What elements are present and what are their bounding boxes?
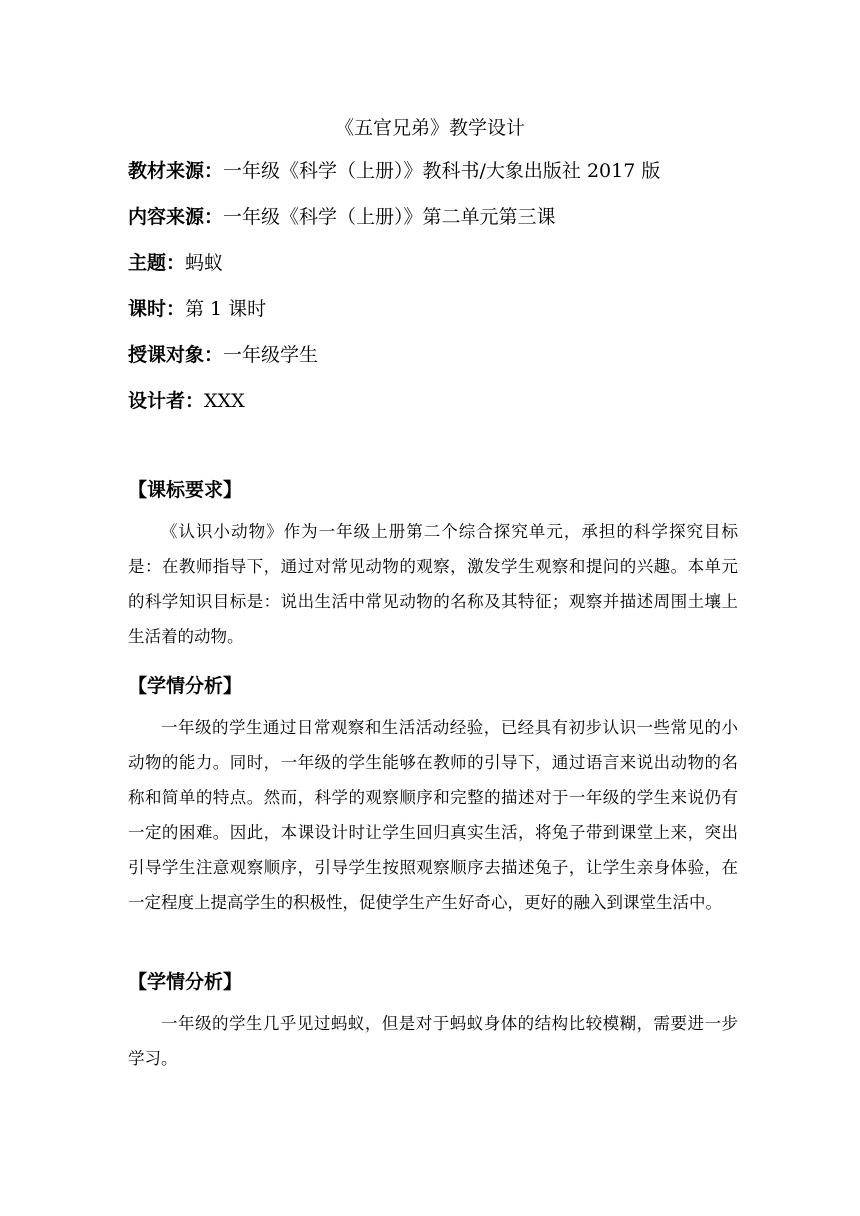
meta-row-audience	[128, 338, 748, 384]
meta-label: 内容来源：	[128, 206, 224, 228]
document-title: 《五官兄弟》教学设计	[334, 117, 525, 139]
section-learner-analysis	[128, 670, 738, 920]
meta-row-lesson-period	[128, 292, 748, 338]
meta-label: 课时：	[128, 298, 186, 320]
meta-label: 教材来源：	[128, 160, 224, 182]
section-paragraph: 《认识小动物》作为一年级上册第二个综合探究单元，承担的科学探究目标是：在教师指导下，通过对常见动物的观察，激发学生观察和提问的兴趣。本单元的科学知识目标是：说出生活中常见动物的名称及其特征；观察并描述周围土壤上生活着的动物。	[128, 522, 738, 646]
section-heading: 【课标要求】	[128, 479, 243, 501]
meta-value: 一年级《科学（上册）》第二单元第三课	[223, 206, 556, 228]
meta-label: 授课对象：	[128, 344, 224, 366]
metadata-list	[128, 154, 748, 430]
meta-label: 主题：	[128, 252, 186, 274]
section-heading: 【学情分析】	[128, 971, 243, 993]
meta-value: XXX	[204, 390, 245, 412]
meta-label: 设计者：	[128, 390, 205, 412]
meta-row-designer	[128, 384, 748, 430]
meta-row-content-source	[128, 200, 748, 246]
section-learner-analysis-2	[128, 966, 738, 1076]
meta-value: 一年级《科学（上册）》教科书/大象出版社 2017 版	[223, 160, 661, 182]
meta-row-theme	[128, 246, 748, 292]
meta-row-textbook-source	[128, 154, 748, 200]
meta-value: 第 1 课时	[185, 298, 267, 320]
section-paragraph: 一年级的学生通过日常观察和生活活动经验，已经具有初步认识一些常见的小动物的能力。同时，一年级的学生能够在教师的引导下，通过语言来说出动物的名称和简单的特点。然而，科学的观察顺序和完整的描述对于一年级的学生来说仍有一定的困难。因此，本课设计时让学生回归真实生活，将兔子带到课堂上来，突出引导学生注意观察顺序，引导学生按照观察顺序去描述兔子，让学生亲身体验，在一定程度上提高学生的积极性，促使学生产生好奇心，更好的融入到课堂生活中。	[128, 718, 738, 912]
meta-value: 蚂蚁	[185, 252, 224, 274]
section-heading: 【学情分析】	[128, 675, 243, 697]
section-paragraph: 一年级的学生几乎见过蚂蚁，但是对于蚂蚁身体的结构比较模糊，需要进一步学习。	[128, 1014, 738, 1068]
meta-value: 一年级学生	[223, 344, 319, 366]
section-curriculum-requirements	[128, 474, 738, 654]
